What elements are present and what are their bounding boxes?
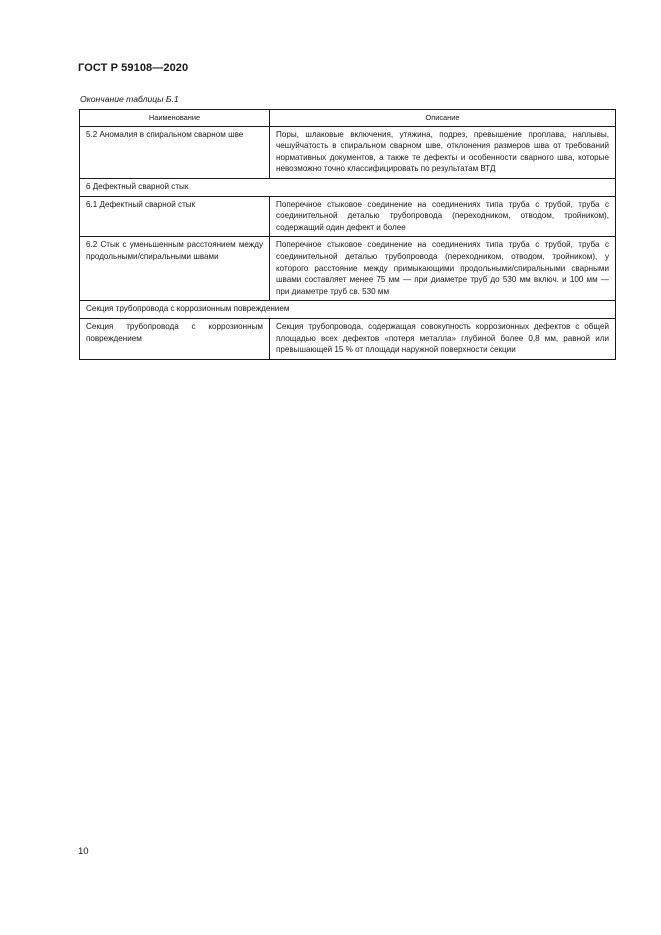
row-description-cell: Поры, шлаковые включения, утяжина, подрез, превышение проплава, наплывы, чешуйчатость в спиральном сварном шве, отклонения размеров шва от требований нормативных документов, а также те дефекты и особенности сварного шва, которые невозможно точно классифицировать по результатам ВТД	[270, 126, 616, 178]
table-group-row	[80, 178, 616, 196]
row-name-cell: 6.1 Дефектный сварной стык	[80, 196, 270, 237]
row-name-cell: Секция трубопровода с коррозионным повреждением	[80, 318, 270, 359]
table-row	[80, 126, 616, 178]
page-number: 10	[78, 846, 89, 857]
row-description-cell: Поперечное стыковое соединение на соединениях типа труба с трубой, труба с соединительной деталью трубопровода (переходником, отводом, тройником), у которого расстояние между примыкающими продольными/спиральными сварными швами составляет менее 75 мм — при диаметре труб до 530 мм включ. и 100 мм — при диаметре труб св. 530 мм	[270, 237, 616, 301]
group-heading-cell: Секция трубопровода с коррозионным повреждением	[80, 301, 616, 319]
document-title: ГОСТ Р 59108—2020	[78, 62, 189, 74]
column-header-name: Наименование	[80, 110, 270, 127]
table-row	[80, 237, 616, 301]
table-caption: Окончание таблицы Б.1	[80, 94, 179, 104]
row-name-cell: 6.2 Стык с уменьшенным расстоянием между продольными/спиральными швами	[80, 237, 270, 301]
row-name-cell: 5.2 Аномалия в спиральном сварном шве	[80, 126, 270, 178]
table-group-row	[80, 301, 616, 319]
table-header-row	[80, 110, 616, 127]
table-row	[80, 318, 616, 359]
row-description-cell: Поперечное стыковое соединение на соединениях типа труба с трубой, труба с соединительной деталью трубопровода (переходником, отводом, тройником), содержащий один дефект и более	[270, 196, 616, 237]
row-description-cell: Секция трубопровода, содержащая совокупность коррозионных дефектов с общей площадью всех дефектов «потеря металла» глубиной более 0,8 мм, равной или превышающей 15 % от площади наружной поверхности секции	[270, 318, 616, 359]
defects-table	[79, 109, 616, 360]
column-header-description: Описание	[270, 110, 616, 127]
table-row	[80, 196, 616, 237]
group-heading-cell: 6 Дефектный сварной стык	[80, 178, 616, 196]
